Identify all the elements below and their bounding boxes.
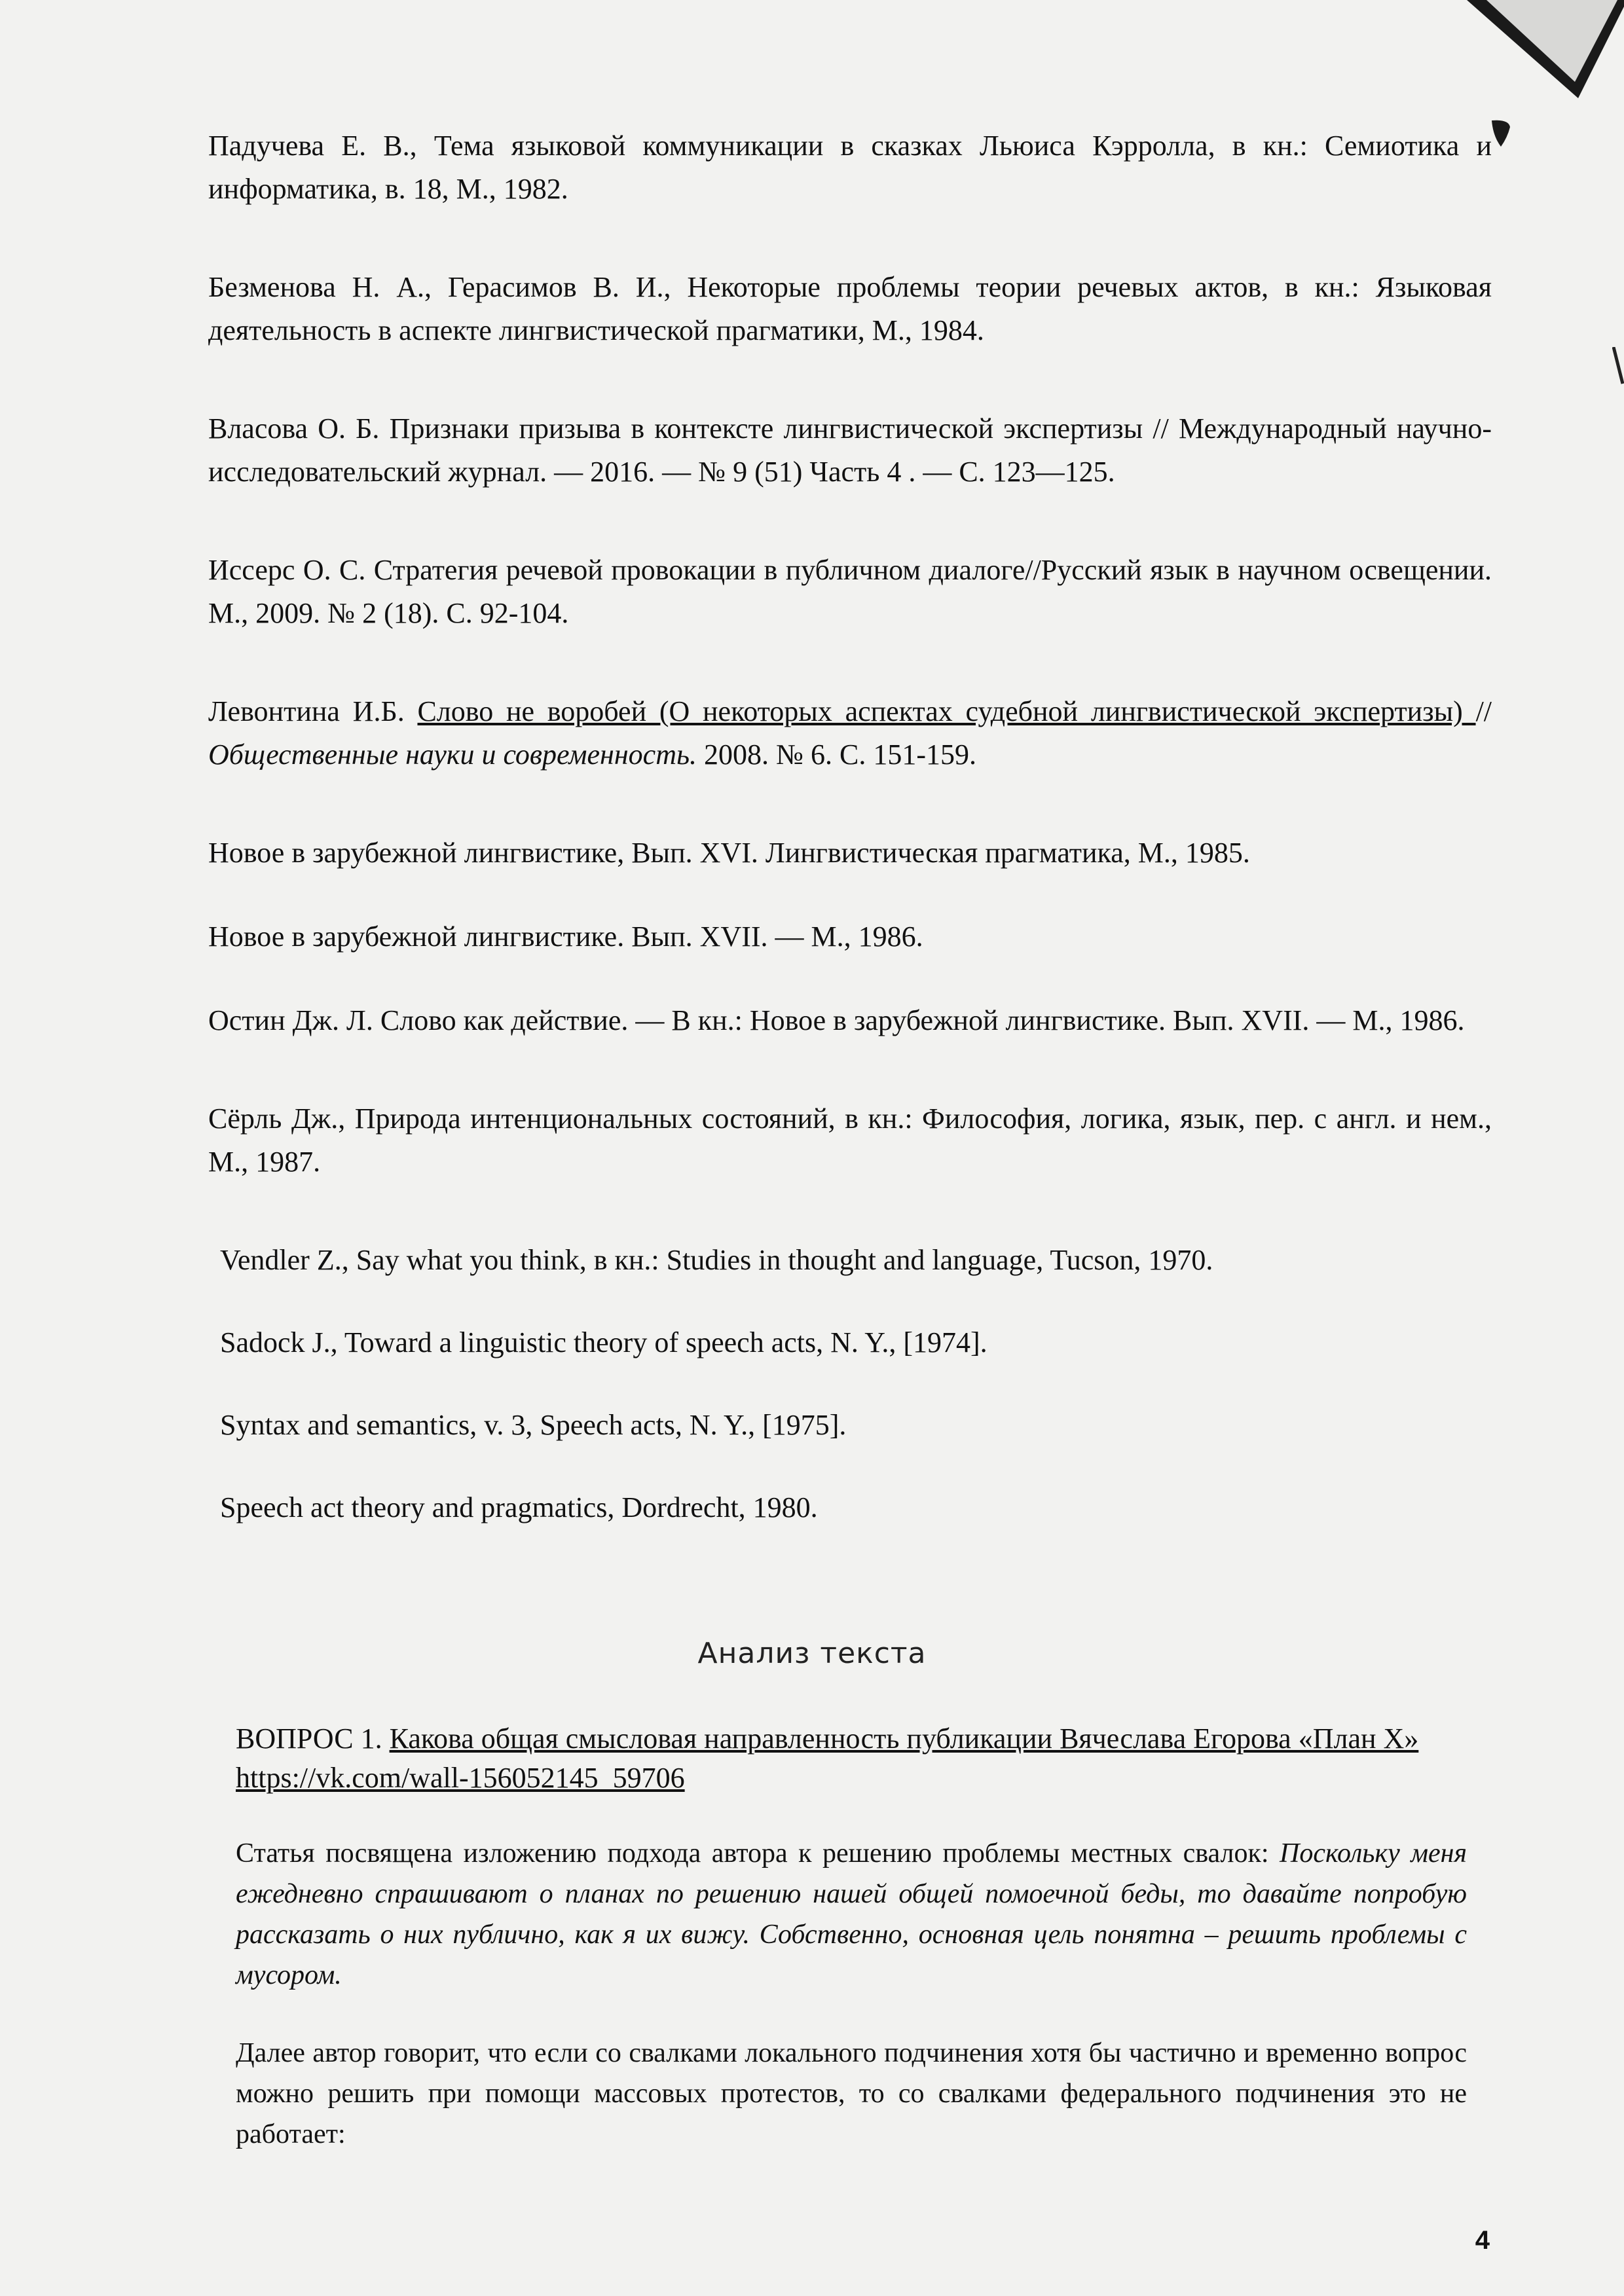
reference-item <box>208 690 1492 776</box>
answer-intro: Статья посвящена изложению подхода автора к решению проблемы местных свалок: <box>236 1838 1280 1868</box>
reference-item: Иссерс О. С. Стратегия речевой провокации в публичном диалоге//Русский язык в научном освещении. М., 2009. № 2 (18). С. 92-104. <box>208 554 1492 629</box>
reference-item: Падучева Е. В., Тема языковой коммуникации в сказках Льюиса Кэрролла, в кн.: Семиотика и информатика, в. 18, М., 1982. <box>208 130 1492 205</box>
reference-item: Новое в зарубежной лингвистике, Вып. XVI. Лингвистическая прагматика, М., 1985. <box>208 837 1250 869</box>
reference-item: Sadock J., Toward a linguistic theory of speech acts, N. Y., [1974]. <box>220 1326 987 1358</box>
reference-title-link[interactable]: Слово не воробей (О некоторых аспектах судебной лингвистической экспертизы) <box>417 695 1476 727</box>
reference-separator: // <box>1475 695 1492 727</box>
reference-item: Syntax and semantics, v. 3, Speech acts, N. Y., [1975]. <box>220 1409 847 1441</box>
reference-item: Новое в зарубежной лингвистике. Вып. XVII. — М., 1986. <box>208 920 923 953</box>
reference-item: Vendler Z., Say what you think, в кн.: Studies in thought and language, Tucson, 1970. <box>220 1244 1213 1276</box>
reference-item: Speech act theory and pragmatics, Dordrecht, 1980. <box>220 1491 818 1523</box>
reference-journal: Общественные науки и современность. <box>208 738 697 771</box>
answer-quote: Поскольку меня ежедневно спрашивают о планах по решению нашей общей помоечной беды, то давайте попробую рассказать о них публично, как я их вижу. Собственно, основная цель понятна – решить проблемы с мусором. <box>236 1838 1467 1990</box>
reference-list <box>208 124 1492 1569</box>
question-label: ВОПРОС 1. <box>236 1722 390 1755</box>
scan-edge-mark <box>1612 347 1624 386</box>
section-title: Анализ текста <box>697 1637 927 1670</box>
scan-corner-mark <box>1428 0 1624 105</box>
reference-tail: 2008. № 6. С. 151-159. <box>697 738 976 771</box>
reference-item: Остин Дж. Л. Слово как действие. — В кн.: Новое в зарубежной лингвистике. Вып. XVII. — М., 1986. <box>208 1004 1465 1036</box>
page-number: 4 <box>1475 2226 1490 2255</box>
reference-item: Власова О. Б. Признаки призыва в контексте лингвистической экспертизы // Международный научно-исследовательский журнал. — 2016. — № 9 (51) Часть 4 . — С. 123—125. <box>208 412 1492 488</box>
reference-item: Безменова Н. А., Герасимов В. И., Некоторые проблемы теории речевых актов, в кн.: Языковая деятельность в аспекте лингвистической прагматики, М., 1984. <box>208 271 1492 346</box>
answer-paragraph-2: Далее автор говорит, что если со свалками локального подчинения хотя бы частично и временно вопрос можно решить при помощи массовых протестов, то со свалками федерального подчинения это не работает: <box>236 2038 1467 2149</box>
question-block <box>236 1719 1467 1798</box>
answer-paragraph <box>236 1833 1467 1995</box>
scan-dot-mark <box>1489 118 1513 148</box>
question-text-link[interactable]: Какова общая смысловая направленность публикации Вячеслава Егорова «План Х» https://vk.com/wall-156052145_59706 <box>236 1722 1419 1794</box>
reference-item: Сёрль Дж., Природа интенциональных состояний, в кн.: Философия, логика, язык, пер. с англ. и нем., М., 1987. <box>208 1102 1492 1178</box>
reference-author: Левонтина И.Б. <box>208 695 418 727</box>
